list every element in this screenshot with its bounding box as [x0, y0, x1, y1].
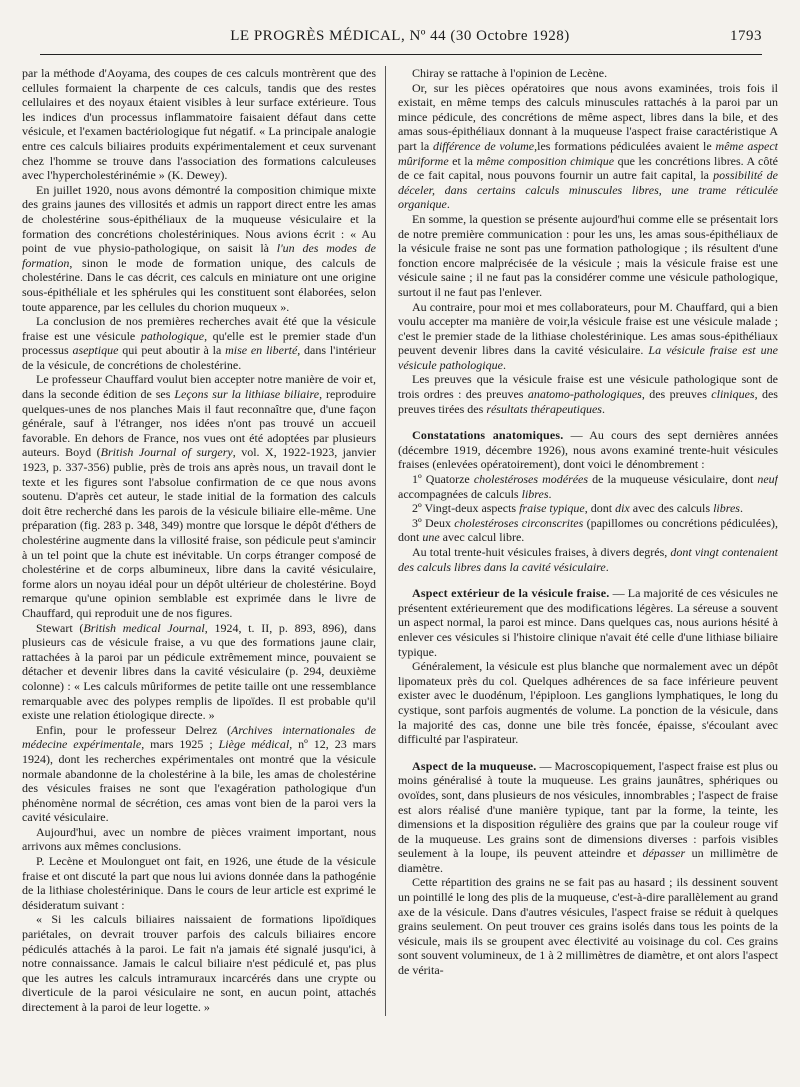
paragraph: Cette répartition des grains ne se fait pas au hasard ; ils dessinent souvent un pointillé le long des plis de la muqueuse, c'est-à-dire parallèlement au grand axe de la vésicule. Dans d'autres vésicules, l'aspect fraise se réduit à quelques grains seulement. On peut trouver ces grains isolés dans tous les points de la vésicule, mais ils se groupent avec électivité au voisinage du col. Ces grains sont souvent volumineux, de 1 à 2 millimètres de diamètre, et ont alors l'aspect de vérita- [398, 875, 778, 978]
section-muqueuse: Aspect de la muqueuse. — Macroscopiquement, l'aspect fraise est plus ou moins généralisé à toute la muqueuse. Les grains jaunâtres, sphériques ou ovoïdes, sont, dans plusieurs de nos vésicules, innombrables ; l'aspect de fraise est alors réalisé d'une manière typique, tant par la forme, la teinte, les dimensions et la disposition régulière des grains que par la couleur rouge vif de la muqueuse. Les grains sont de dimensions diverses : parfois visibles seulement à la loupe, ils peuvent atteindre et dépasser un millimètre de diamètre. [398, 758, 778, 875]
section-heading: Constatations anatomiques. [412, 428, 564, 443]
paragraph: En somme, la question se présente aujourd'hui comme elle se présentait lors de notre première communication : pour les uns, les amas sous-épithéliaux de la vésicule fraise ne sont pas une formation pathologique ; ils résultent d'une fonction encore malprécisée de la vésicule ; mais la vésicule fraise est une vésicule saine ; il ne faut pas la considérer comme une vésicule pathologique, surtout il ne faut pas l'enlever. [398, 211, 778, 299]
section-anatomiques: Constatations anatomiques. — Au cours des sept dernières années (décembre 1919, décembre 1926), nous avons examiné trente-huit vésicules fraises (enlevées opératoirement), dont voici le dénombrement : [398, 428, 778, 472]
list-item: 3º Deux cholestéroses circonscrites (papillomes ou concrétions pédiculées), dont une avec calcul libre. [398, 515, 778, 545]
paragraph: Au contraire, pour moi et mes collaborateurs, pour M. Chauffard, qui a bien voulu accepter ma manière de voir,la vésicule fraise est une vésicule malade ; c'est le premier stade de la lithiase cholestérinique. Les amas sous-épithéliaux peuvent devenir libres dans la cavité vésiculaire. La vésicule fraise est une vésicule pathologique. [398, 299, 778, 372]
running-header [0, 28, 800, 50]
paragraph: Au total trente-huit vésicules fraises, à divers degrés, dont vingt contenaient des calculs libres dans la cavité vésiculaire. [398, 545, 778, 574]
quotation: « Si les calculs biliaires naissaient de formations lipoïdiques pariétales, on devrait trouver parfois des calculs biliaires encore pédiculés attachés à la paroi. Le fait n'a jamais été signalé jusqu'ici, à notre connaissance. Jamais le calcul biliaire n'est pédiculé et, pas plus que les autres les calculs intramuraux incarcérés dans une crypte ou diverticule de la paroi vésiculaire ne sont, en aucun point, attachés directement à la paroi de leur logette. » [22, 912, 376, 1014]
header-rule [40, 54, 762, 55]
paragraph: Le professeur Chauffard voulut bien accepter notre manière de voir et, dans la seconde édition de ses Leçons sur la lithiase biliaire, reproduire quelques-unes de nos planches Mais il faut reconnaître que, d'une façon générale, sauf à l'étranger, nos idées n'ont pas trouvé un accueil favorable. En dehors de France, nos vues ont été adoptées par plusieurs auteurs. Boyd (British Journal of surgery, vol. X, 1922-1923, janvier 1923, p. 337-356) publie, près de trois ans après nous, un travail dont le texte et les figures sont l'absolue confirmation de ce que nous avons soutenu. D'après cet auteur, le stade initial de la formation des calculs doit être recherché dans les parois de la vésicule biliaire elle-même. Une préparation (fig. 283 p. 348, 349) montre que lorsque le dépôt d'éthers de cholestérine augmente dans la villosité fraise, son pédicule peut s'amincir à un tel point que la chute est inévitable. Un corps étranger composé de cholestérine et de corps albumineux, libre dans la cavité vésiculaire, forme alors un noyau idéal pour un dépôt ultérieur de cholestérine. Boyd remarque qu'une opinion semblable est exprimée dans le livre de Chauffard, qui reproduit une de nos figures. [22, 372, 376, 620]
paragraph: P. Lecène et Moulonguet ont fait, en 1926, une étude de la vésicule fraise et ont discuté la part que nous lui avions donnée dans la pathogénie de la lithiase cholestérinique. Dans le cours de leur article est exprimé le désideratum suivant : [22, 854, 376, 912]
paragraph: La conclusion de nos premières recherches avait été que la vésicule fraise est une vésicule pathologique, qu'elle est le premier stade d'un processus aseptique qui peut aboutir à la mise en liberté, dans l'intérieur de la vésicule, de concrétions de cholestérine. [22, 314, 376, 372]
section-aspect-exterieur: Aspect extérieur de la vésicule fraise. — La majorité de ces vésicules ne présentent extérieurement que des modifications légères. La séreuse a souvent un aspect normal, la paroi est mince. Dans quelques cas, nous aurions hésité à enlever ces vésicules si l'histoire clinique n'avait été celle d'une lithiase biliaire typique. [398, 586, 778, 659]
section-heading: Aspect extérieur de la vésicule fraise. [412, 586, 610, 601]
paragraph: Les preuves que la vésicule fraise est une vésicule pathologique sont de trois ordres : des preuves anatomo-pathologiques, des preuves cliniques, des preuves tirées des résultats thérapeutiques. [398, 372, 778, 416]
list-item: 1º Quatorze cholestéroses modérées de la muqueuse vésiculaire, dont neuf accompagnées de calculs libres. [398, 472, 778, 501]
paragraph: Or, sur les pièces opératoires que nous avons examinées, trois fois il existait, en même temps des calculs minuscules rattachés à la paroi par un mince pédicule, des concrétions de même aspect, libres dans la bile, et des amas sous-épithéliaux donnant à la muqueuse l'aspect fraise caractéristique A part la différence de volume,les formations pédiculées avaient le même aspect mûriforme et la même composition chimique que les concrétions libres. A côté de ce fait capital, nous pouvons fournir un autre fait capital, la possibilité de déceler, dans certains calculs minuscules libres, une trame réticulée organique. [398, 80, 778, 212]
journal-title: LE PROGRÈS MÉDICAL, Nº 44 (30 Octobre 1928) [230, 28, 570, 44]
paragraph: En juillet 1920, nous avons démontré la composition chimique mixte des grains jaunes des villosités et admis un rapport direct entre les amas de cholestérine sous-épithéliaux de la muqueuse vésiculaire et la formation des concrétions cholestériniques. Nous avions écrit : « Au point de vue physio-pathologique, on saisit là l'un des modes de formation, sinon le mode de formation unique, des calculs de cholestérine. Dans le cas décrit, ces calculs en miniature ont une origine sous-épithéliale et les sphérules qui les constituent sont élaborées, selon toute apparence, par les cellules du chorion muqueux ». [22, 182, 376, 314]
paragraph: par la méthode d'Aoyama, des coupes de ces calculs montrèrent que des cellules formaient la charpente de ces calculs, tandis que des restes cellulaires et des noyaux étaient visibles à leur surface extérieure. Tous les indices d'un processus inflammatoire faisaient défaut dans cette vésicule, et l'examen bactériologique fut négatif. « La principale analogie entre ces calculs biliaires produits expérimentalement et ceux survenant chez l'homme se trouve dans l'association des formations calculeuses avec l'hypercholestérinémie » (K. Dewey). [22, 66, 376, 183]
paragraph: Généralement, la vésicule est plus blanche que normalement avec un dépôt lipomateux près du col. Quelques adhérences de sa face inférieure peuvent exister avec le duodénum, l'épiploon. Les ganglions lymphatiques, le long du cystique, sont parfois augmentés de volume. La ponction de la vésicule, dans la majorité des cas, donne une bile très foncée, épaisse, s'écoulant avec difficulté par l'aspirateur. [398, 659, 778, 747]
section-heading: Aspect de la muqueuse. [412, 758, 537, 773]
paragraph: Stewart (British medical Journal, 1924, t. II, p. 893, 896), dans plusieurs cas de vésicule fraise, a vu que des formations jaune clair, rattachées à la paroi par un pédicule extrêmement mince, pouvaient se détacher et devenir libres dans la cavité vésiculaire (p. 294, deuxième colonne) : « Les calculs mûriformes de petite taille ont une ressemblance remarquable avec des polypes remplis de lipoïdes. Il est probable qu'il existe une relation étiologique directe. » [22, 620, 376, 723]
page-number: 1793 [730, 28, 762, 44]
left-column [22, 66, 376, 1066]
paragraph: Enfin, pour le professeur Delrez (Archives internationales de médecine expérimentale, mars 1925 ; Liège médical, nº 12, 23 mars 1924), dont les recherches expérimentales ont montré que la vésicule normale abandonne de la cholestérine à la bile, les amas de cholestérine des vésicules fraises ne sont que l'exagération pathologique d'un phénomène normal de sécrétion, ces amas vont bien de la paroi vers la cavité vésiculaire. [22, 722, 376, 825]
paragraph: Aujourd'hui, avec un nombre de pièces vraiment important, nous arrivons aux mêmes conclusions. [22, 824, 376, 854]
column-divider [385, 66, 386, 1016]
paragraph: Chiray se rattache à l'opinion de Lecène. [412, 66, 608, 80]
list-item: 2º Vingt-deux aspects fraise typique, dont dix avec des calculs libres. [412, 501, 743, 516]
right-column [398, 66, 778, 1066]
